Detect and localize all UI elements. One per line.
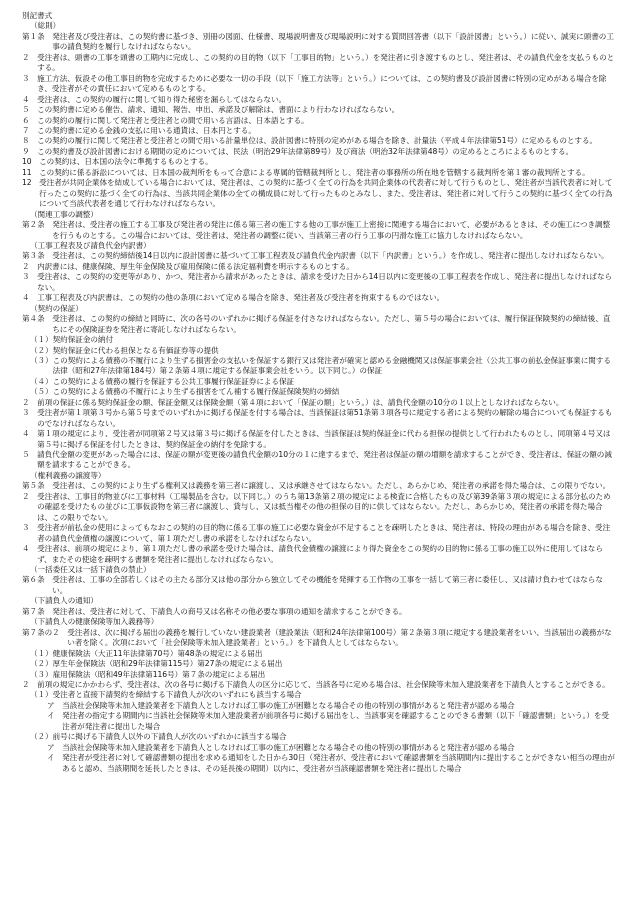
section-heading: （工事工程表及び請負代金内訳書）	[30, 240, 151, 250]
contract-document	[22, 11, 616, 774]
section-heading: （総則）	[30, 21, 61, 31]
clause-number: （５）	[30, 387, 53, 397]
clause-text: この契約による債務の不履行により生ずる損害をてん補する履行保証保険契約の締結	[52, 387, 340, 397]
paragraph	[22, 168, 616, 178]
clause-text: 発注者が受注者に対して確認書類の提出を求める通知をした日から30日（発注者が、受注者において確認書類を当該期間内に提出することができない相当の理由があると認め、当該期間を延長したときは、その延長後の期間）以内に、受注者が当該確認書類を発注者に提出した場合	[62, 753, 615, 773]
clause-number: （３）	[30, 669, 53, 679]
sub-clause	[22, 753, 616, 774]
sub-clause	[22, 743, 616, 753]
clause-text: 受注者は、この契約により生ずる権利又は義務を第三者に譲渡し、又は承継させてはならない。ただし、あらかじめ、発注者の承諾を得た場合は、この限りでない。	[52, 481, 611, 491]
clause-text: 受注者は、この契約の履行に関して知り得た秘密を漏らしてはならない。	[37, 94, 287, 104]
clause-number: 第４条	[22, 314, 53, 324]
numbered-item	[22, 335, 616, 345]
paragraph	[22, 272, 616, 293]
sub-clause	[22, 701, 616, 711]
article	[22, 481, 616, 491]
clause-text: 施工方法、仮設その他工事目的物を完成するために必要な一切の手段（以下「施工方法等」という。）については、この契約書及び設計図書に特別の定めがある場合を除き、受注者がその責任において定めるものとする。	[37, 73, 607, 94]
clause-text: 内訳書には、健康保険、厚生年金保険及び雇用保険に係る法定福利費を明示するものとする。	[37, 261, 354, 271]
clause-number: ３	[22, 272, 38, 282]
section-heading: （一括委任又は一括下請負の禁止）	[30, 565, 151, 575]
numbered-item	[22, 670, 616, 680]
numbered-item	[22, 387, 616, 397]
clause-number: ８	[22, 136, 38, 146]
clause-number: 11	[22, 167, 40, 177]
paragraph	[22, 74, 616, 95]
clause-number: ３	[22, 523, 38, 533]
paragraph	[22, 126, 616, 136]
clause-text: 受注者が第１項第３号から第５号までのいずれかに掲げる保証を付する場合は、当該保証は第51条第３項各号に規定する者による契約の解除の場合についても保証するものでなければならない。	[37, 408, 613, 428]
clause-number: ２	[22, 52, 38, 62]
clause-number: ２	[22, 397, 38, 407]
section-heading: （下請負人の健康保険等加入義務等）	[30, 617, 159, 627]
clause-number: ９	[22, 146, 38, 156]
clause-text: 請負代金額の変更があった場合には、保証の額が変更後の請負代金額の10分の１に達するまで、発注者は保証の額の増額を請求することができ、受注者は、保証の額の減額を請求することができる。	[37, 450, 612, 470]
clause-number: ４	[22, 544, 38, 554]
clause-text: 雇用保険法（昭和49年法律第116号）第７条の規定による届出	[52, 669, 266, 679]
clause-number: ５	[22, 105, 38, 115]
clause-number: 第５条	[22, 481, 53, 491]
clause-number: ア	[47, 700, 63, 710]
clause-text: 受注者は、この契約の変更等があり、かつ、発注者から請求があったときは、請求を受けた日から14日以内に変更後の工事工程表を作成し、発注者に提出しなければならない。	[37, 272, 613, 292]
clause-text: 受注者が前払金の使用によってもなおこの契約の目的物に係る工事の施工に必要な資金が不足することを疎明したときは、発注者は、特段の理由がある場合を除き、受注者の請負代金債権の譲渡について、第１項ただし書の承諾をしなければならない。	[37, 523, 611, 543]
numbered-item	[22, 356, 616, 377]
clause-text: この契約書に定める催告、請求、通知、報告、申出、承諾及び解除は、書面により行わなければならない。	[37, 105, 400, 115]
clause-number: （１）	[30, 690, 53, 700]
clause-number: 第７条	[22, 606, 53, 616]
paragraph	[22, 95, 616, 105]
paragraph	[22, 408, 616, 429]
clause-text: 発注者は、受注者に対して、下請負人の商号又は名称その他必要な事項の通知を請求することができる。	[52, 606, 407, 616]
article	[22, 314, 616, 335]
clause-text: 契約保証金の納付	[52, 335, 113, 345]
clause-text: 受注者が共同企業体を結成している場合においては、発注者は、この契約に基づく全ての行為を共同企業体の代表者に対して行うものとし、発注者が当該代表者に対して行ったこの契約に基づく全ての行為は、当該共同企業体の全ての構成員に対して行ったものとみなし、また、受注者は、発注者に対して行うこの契約に基づく全ての行為について当該代表者を通じて行わなければならない。	[39, 178, 613, 209]
clause-number: 第２条	[22, 220, 53, 230]
paragraph	[22, 157, 616, 167]
clause-text: 発注者は、受注者の施工する工事及び発注者の発注に係る第三者の施工する他の工事が施工上密接に関連する場合において、必要があるときは、その施工につき調整を行うものとする。この場合においては、受注者は、発注者の調整に従い、当該第三者の行う工事の円滑な施工に協力しなければならない。	[52, 220, 611, 240]
clause-number: （１）	[30, 648, 53, 658]
numbered-item	[22, 377, 616, 387]
section-heading: （契約の保証）	[30, 303, 83, 313]
article	[22, 628, 616, 649]
paragraph	[22, 105, 616, 115]
clause-number: ７	[22, 125, 38, 135]
clause-text: 前項の規定にかかわらず、受注者は、次の各号に掲げる下請負人の区分に応じて、当該各号に定める場合は、社会保険等未加入建設業者を下請負人とすることができる。	[37, 680, 610, 689]
paragraph	[22, 116, 616, 126]
clause-text: 前号に掲げる下請負人以外の下請負人が次のいずれかに該当する場合	[52, 732, 287, 742]
clause-number: ４	[22, 293, 38, 303]
clause-number: 10	[22, 157, 40, 167]
clause-number: ２	[22, 491, 38, 501]
paragraph	[22, 293, 616, 303]
section-heading: （関連工事の調整）	[30, 209, 98, 219]
paragraph	[22, 450, 616, 471]
clause-text: 厚生年金保険法（昭和29年法律第115号）第27条の規定による届出	[52, 659, 283, 669]
clause-number: （２）	[30, 659, 53, 669]
paragraph	[22, 544, 616, 565]
clause-text: 受注者は、工事目的物並びに工事材料（工場製品を含む。以下同じ。）のうち第13条第２項の規定による検査に合格したもの及び第39条第３項の規定による部分払のための確認を受けたもの並びに工事仮設物を第三者に譲渡し、貸与し、又は抵当権その他の担保の目的に供してはならない。ただし、あらかじめ、発注者の承諾を得た場合は、この限りでない。	[37, 491, 611, 522]
clause-text: 受注者は、次に掲げる届出の義務を履行していない建設業者（建設業法（昭和24年法律第100号）第２条第３項に規定する建設業者をいい、当該届出の義務がない者を除く。次項において「社会保険等未加入建設業者」という。）を下請負人としてはならない。	[67, 627, 612, 648]
numbered-item	[22, 732, 616, 742]
clause-number: 12	[22, 178, 40, 188]
clause-text: この契約の履行に関して発注者と受注者との間で用いる計量単位は、設計図書に特別の定めがある場合を除き、計量法（平成４年法律第51号）に定めるものとする。	[37, 136, 598, 146]
paragraph	[22, 53, 616, 74]
clause-number: ３	[22, 73, 38, 83]
clause-text: この契約による債務の履行を保証する公共工事履行保証証券による保証	[52, 376, 295, 386]
clause-number: ５	[22, 450, 38, 460]
article	[22, 251, 616, 261]
clause-text: 第１項の規定により、受注者が同項第２号又は第３号に掲げる保証を付したときは、当該保証は契約保証金に代わる担保の提供として行われたものとし、同項第４号又は第５号に掲げる保証を付したときは、契約保証金の納付を免除する。	[37, 429, 611, 449]
clause-text: 受注者は、この契約の締結と同時に、次の各号のいずれかに掲げる保証を付さなければならない。ただし、第５号の場合においては、履行保証保険契約の締結後、直ちにその保険証券を発注者に寄託しなければならない。	[52, 314, 611, 334]
clause-text: この契約は、日本国の法令に準拠するものとする。	[39, 157, 213, 167]
clause-text: 工事工程表及び内訳書は、この契約の他の条項において定める場合を除き、発注者及び受注者を拘束するものではない。	[37, 293, 445, 303]
clause-number: イ	[47, 711, 63, 721]
clause-number: ４	[22, 94, 38, 104]
clause-text: 契約保証金に代わる担保となる有価証券等の提供	[52, 345, 219, 355]
paragraph	[22, 523, 616, 544]
numbered-item	[22, 659, 616, 669]
clause-number: （３）	[30, 355, 53, 365]
paragraph	[22, 136, 616, 146]
clause-text: この契約書に定める金銭の支払に用いる通貨は、日本円とする。	[37, 125, 256, 135]
clause-number: 第７条の２	[22, 627, 68, 637]
paragraph	[22, 147, 616, 157]
numbered-item	[22, 649, 616, 659]
article	[22, 607, 616, 617]
clause-text: この契約に係る訴訟については、日本国の裁判所をもって合意による専属的管轄裁判所とし、発注者の事務所の所在地を管轄する裁判所を第１審の裁判所とする。	[39, 167, 590, 177]
clause-number: ２	[22, 680, 38, 689]
clause-number: イ	[47, 753, 63, 763]
clause-text: 受注者と直接下請契約を締結する下請負人が次のいずれにも該当する場合	[52, 690, 302, 700]
clause-number: ６	[22, 115, 38, 125]
clause-text: 前項の保証に係る契約保証金の額、保証金額又は保険金額（第４項において「保証の額」という。）は、請負代金額の10分の１以上としなければならない。	[37, 397, 564, 407]
clause-text: 当該社会保険等未加入建設業者を下請負人としなければ工事の施工が困難となる場合その他の特別の事情があると発注者が認める場合	[62, 742, 515, 752]
clause-text: 発注者及び受注者は、この契約書に基づき、別冊の図面、仕様書、現場説明書及び現場説明に対する質問回答書（以下「設計図書」という。）に従い、誠実に頭書の工事の請負契約を履行しなければならない。	[52, 31, 614, 52]
clause-text: この契約の履行に関して発注者と受注者との間で用いる言語は、日本語とする。	[37, 115, 309, 125]
paragraph	[22, 492, 616, 523]
article	[22, 32, 616, 53]
paragraph	[22, 680, 616, 690]
clause-number: ２	[22, 261, 38, 271]
section-heading: （下請負人の通知）	[30, 596, 98, 606]
clause-text: この契約による債務の不履行により生ずる損害金の支払いを保証する銀行又は発注者が確実と認める金融機関又は保証事業会社（公共工事の前払金保証事業に関する法律（昭和27年法律第184号）第２条第４項に規定する保証事業会社をいう。以下同じ。）の保証	[52, 355, 611, 376]
paragraph	[22, 178, 616, 209]
clause-text: 受注者は、前項の規定により、第１項ただし書の承諾を受けた場合は、請負代金債権の譲渡により得た資金をこの契約の目的物に係る工事の施工以外に使用してはならず、またその使途を疎明する書類を発注者に提出しなければならない。	[37, 544, 603, 564]
article	[22, 575, 616, 596]
numbered-item	[22, 346, 616, 356]
clause-text: 受注者は、工事の全部若しくはその主たる部分又は他の部分から独立してその機能を発揮する工作物の工事を一括して第三者に委任し、又は請け負わせてはならない。	[52, 575, 603, 595]
clause-number: 第６条	[22, 575, 53, 585]
clause-number: 第１条	[22, 31, 53, 41]
numbered-item	[22, 690, 616, 700]
clause-number: （１）	[30, 335, 53, 345]
clause-text: 当該社会保険等未加入建設業者を下請負人としなければ工事の施工が困難となる場合その他の特別の事情があると発注者が認める場合	[62, 700, 515, 710]
paragraph	[22, 429, 616, 450]
section-heading: （権利義務の譲渡等）	[30, 470, 106, 480]
document-title: 別記書式	[22, 11, 53, 20]
clause-list	[22, 21, 616, 774]
sub-clause	[22, 711, 616, 732]
clause-number: ３	[22, 408, 38, 418]
paragraph	[22, 398, 616, 408]
clause-text: 受注者は、この契約締結後14日以内に設計図書に基づいて工事工程表及び請負代金内訳書（以下「内訳書」という。）を作成し、発注者に提出しなければならない。	[52, 251, 609, 261]
clause-text: 発注者の指定する期間内に当該社会保険等未加入建設業者が前項各号に掲げる届出をし、当該事実を確認することのできる書類（以下「確認書類」という。）を受注者が発注者に提出した場合	[62, 711, 609, 731]
article	[22, 220, 616, 241]
clause-number: （４）	[30, 376, 53, 386]
clause-text: この契約書及び設計図書における期間の定めについては、民法（明治29年法律第89号）及び商法（明治32年法律第48号）の定めるところによるものとする。	[37, 146, 574, 156]
paragraph	[22, 262, 616, 272]
clause-text: 健康保険法（大正11年法律第70号）第48条の規定による届出	[52, 648, 263, 658]
clause-number: ア	[47, 742, 63, 752]
clause-number: ４	[22, 429, 38, 439]
clause-number: 第３条	[22, 251, 53, 261]
clause-number: （２）	[30, 345, 53, 355]
clause-number: （２）	[30, 732, 53, 742]
clause-text: 受注者は、頭書の工事を頭書の工期内に完成し、この契約の目的物（以下「工事目的物」という。）を発注者に引き渡すものとし、発注者は、その請負代金を支払うものとする。	[37, 52, 615, 73]
